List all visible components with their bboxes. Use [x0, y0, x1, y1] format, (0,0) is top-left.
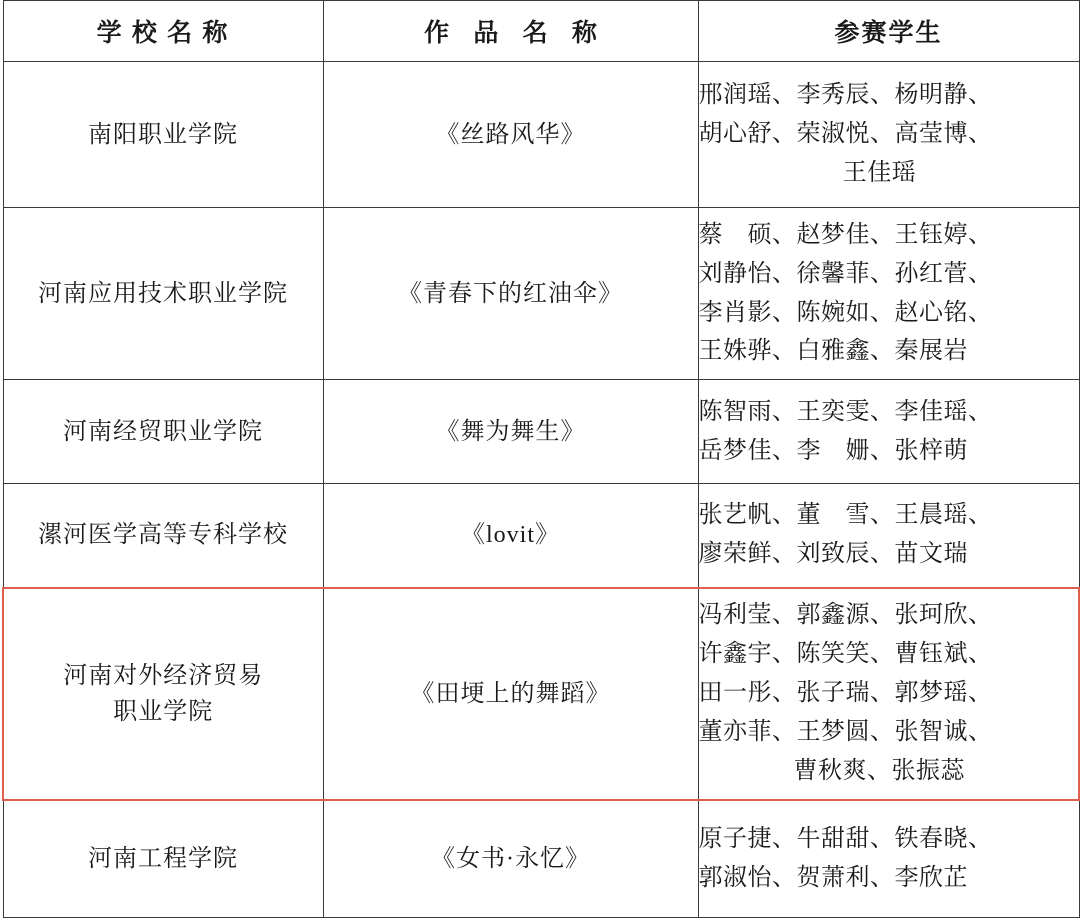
- cell-students: [698, 380, 1079, 484]
- student-line: 廖荣鲜、刘致辰、苗文瑞: [698, 541, 968, 568]
- cell-students: [698, 62, 1079, 208]
- table-row: [3, 208, 1079, 380]
- table-header: [3, 1, 1079, 62]
- student-line: 原子捷、牛甜甜、铁春晓、: [698, 825, 993, 852]
- cell-work: 《舞为舞生》: [323, 380, 698, 484]
- cell-school: 河南工程学院: [3, 800, 323, 918]
- cell-work: 《女书·永忆》: [323, 800, 698, 918]
- student-line: 岳梦佳、李 姗、张梓萌: [698, 437, 968, 464]
- table-body: [3, 62, 1079, 918]
- student-line: 陈智雨、王奕雯、李佳瑶、: [698, 398, 993, 425]
- cell-students: [698, 588, 1079, 800]
- award-list-table: [2, 0, 1080, 918]
- table-row: [3, 62, 1079, 208]
- cell-school: [3, 588, 323, 800]
- school-line: 河南对外经济贸易: [63, 662, 264, 689]
- cell-work: 《丝路风华》: [323, 62, 698, 208]
- student-line: 王姝骅、白雅鑫、秦展岩: [698, 338, 968, 365]
- student-line: 邢润瑶、李秀辰、杨明静、: [698, 82, 993, 109]
- cell-students: [698, 484, 1079, 588]
- student-line: 许鑫宇、陈笑笑、曹钰斌、: [698, 641, 993, 668]
- column-header-school: 学 校 名 称: [3, 1, 323, 62]
- student-line: 蔡 硕、赵梦佳、王钰婷、: [698, 221, 993, 248]
- student-line: 冯利莹、郭鑫源、张珂欣、: [698, 602, 993, 629]
- table-header-row: [3, 1, 1079, 62]
- cell-school: 河南应用技术职业学院: [3, 208, 323, 380]
- table-row: [3, 380, 1079, 484]
- school-line: 职业学院: [113, 698, 214, 725]
- cell-work: 《田埂上的舞蹈》: [323, 588, 698, 800]
- student-line: 郭淑怡、贺萧利、李欣芷: [698, 864, 968, 891]
- cell-school: 河南经贸职业学院: [3, 380, 323, 484]
- student-line: 胡心舒、荣淑悦、高莹博、: [698, 121, 993, 148]
- column-header-work: 作 品 名 称: [323, 1, 698, 62]
- student-line: 曹秋爽、张振蕊: [793, 757, 965, 784]
- student-line: 李肖影、陈婉如、赵心铭、: [698, 299, 993, 326]
- student-line: 刘静怡、徐馨菲、孙红菅、: [698, 260, 993, 287]
- table-row-highlighted: [3, 588, 1079, 800]
- column-header-students: 参赛学生: [698, 1, 1079, 62]
- student-line: 田一彤、张子瑞、郭梦瑶、: [698, 680, 993, 707]
- cell-school: 漯河医学高等专科学校: [3, 484, 323, 588]
- table-row: [3, 484, 1079, 588]
- student-line: 董亦菲、王梦圆、张智诚、: [698, 718, 993, 745]
- cell-work: 《lovit》: [323, 484, 698, 588]
- table-row: [3, 800, 1079, 918]
- student-line: 张艺帆、董 雪、王晨瑶、: [698, 502, 993, 529]
- cell-students: [698, 208, 1079, 380]
- cell-students: [698, 800, 1079, 918]
- cell-work: 《青春下的红油伞》: [323, 208, 698, 380]
- cell-school: 南阳职业学院: [3, 62, 323, 208]
- student-line: 王佳瑶: [842, 159, 917, 186]
